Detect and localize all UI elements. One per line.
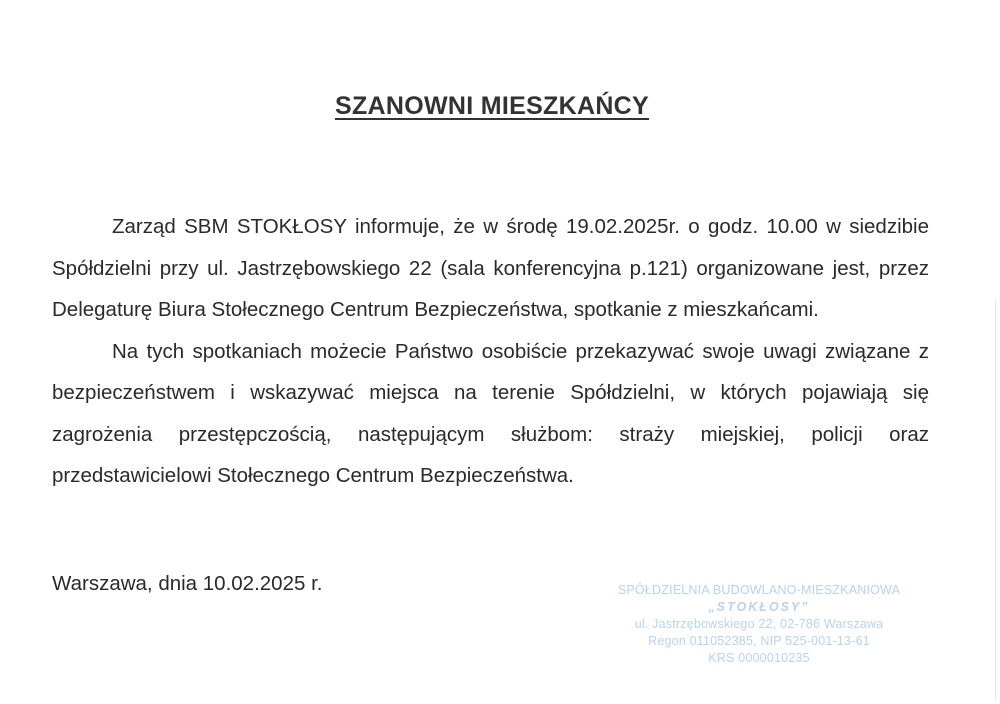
paragraph-feedback-info: Na tych spotkaniach możecie Państwo osobiście przekazywać swoje uwagi związane z bezpieczeństwem i wskazywać miejsca na terenie Spółdzielni, w których pojawiają się zagrożenia przestępczością, następującym służbom: straży miejskiej, policji oraz przedstawicielowi Stołecznego Centrum Bezpieczeństwa. xyxy=(52,339,929,487)
paragraph-meeting-info: Zarząd SBM STOKŁOSY informuje, że w środę 19.02.2025r. o godz. 10.00 w siedzibie Spółdzielni przy ul. Jastrzębowskiego 22 (sala konferencyjna p.121) organizowane jest, przez Delegaturę Biura Stołecznego Centrum Bezpieczeństwa, spotkanie z mieszkańcami. xyxy=(52,215,929,321)
scan-edge-divider xyxy=(995,300,996,700)
stamp-line-brand: „STOKŁOSY” xyxy=(708,600,810,614)
stamp-line-name: SPÓŁDZIELNIA BUDOWLANO-MIESZKANIOWA xyxy=(617,583,901,597)
stamp-line-regon-nip: Regon 011052385, NIP 525-001-13-61 xyxy=(648,634,870,648)
page-title xyxy=(0,92,984,121)
place-and-date: Warszawa, dnia 10.02.2025 r. xyxy=(52,572,323,595)
stamp-line-krs: KRS 0000010235 xyxy=(708,651,810,665)
announcement-body xyxy=(52,206,929,497)
stamp-line-address: ul. Jastrzębowskiego 22, 02-786 Warszawa xyxy=(634,617,884,631)
cooperative-stamp xyxy=(596,582,922,667)
title-text: SZANOWNI MIESZKAŃCY xyxy=(334,92,650,120)
